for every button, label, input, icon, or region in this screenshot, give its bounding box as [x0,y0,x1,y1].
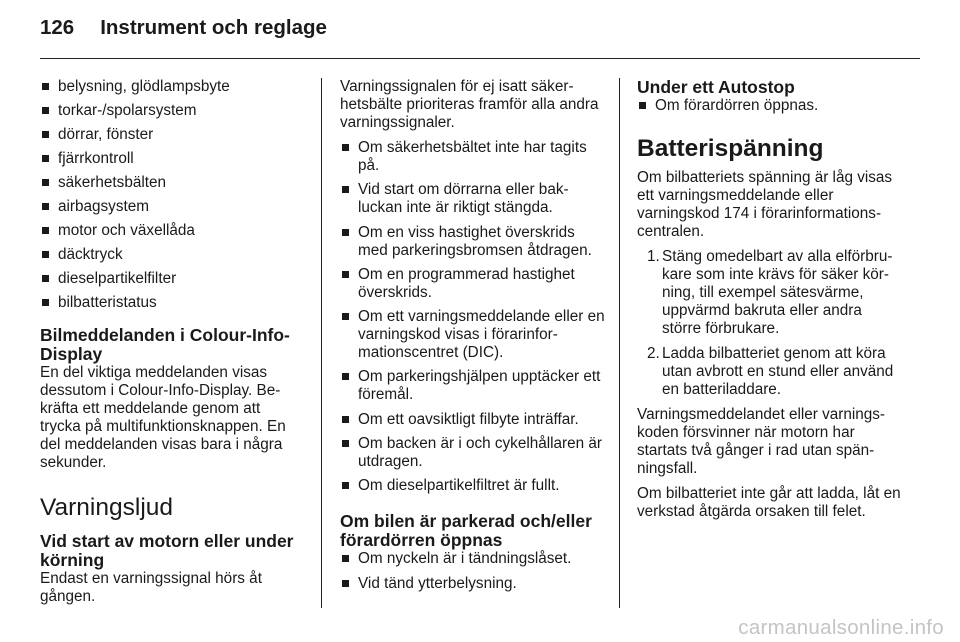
step-text: Stäng omedelbart av alla elförbrukare som inte krävs för säker körning, till exempel sätesvärme, uppvärmd bakruta eller andra större förbrukare. [662,248,893,337]
list-item: däcktryck [40,246,302,264]
header-rule [40,58,920,59]
column-2 [340,78,605,599]
step-item [637,248,904,338]
section-heading: Under ett Autostop [637,77,795,97]
list-item: Om nyckeln är i tändningslåset. [340,550,605,568]
column-1 [40,78,302,613]
paragraph: En del viktiga meddelanden visas dessutom i Colour-Info-Display. Bekräfta ett meddelande genom att trycka på multifunktionsknappen. En del meddelanden visas bara i några sekunder. [40,364,286,471]
list-item: fjärrkontroll [40,150,302,168]
list-item: Vid tänd ytterbelysning. [340,575,605,593]
step-number: 1. [647,248,660,265]
section-heading: Vid start av motorn eller under körning [40,531,294,570]
list-item: bilbatteristatus [40,294,302,312]
list-item: säkerhetsbälten [40,174,302,192]
paragraph: Varningsmeddelandet eller varningskoden försvinner när motorn har startats två gånger i rad utan spänningsfall. [637,406,886,477]
chapter-heading: Varningsljud [40,494,174,521]
paragraph: Varningssignalen för ej isatt säkerhetsbälte prioriteras framför alla andra varningssignaler. [340,78,599,131]
list-item: Om dieselpartikelfiltret är fullt. [340,477,605,495]
paragraph: Om bilbatteriet inte går att ladda, låt en verkstad åtgärda orsaken till felet. [637,485,901,520]
section-heading: Om bilen är parkerad och/eller förardörren öppnas [340,511,592,551]
list-item: dörrar, fönster [40,126,302,144]
list-item: belysning, glödlampsbyte [40,78,302,96]
list-item: Om ett oavsiktligt filbyte inträffar. [340,411,605,429]
list-item: Vid start om dörrarna eller bakluckan inte är riktigt stängda. [340,181,605,217]
list-item: Om ett varningsmeddelande eller en varningskod visas i förarinformationscentret (DIC). [340,308,605,362]
paragraph: Endast en varningssignal hörs åt gången. [40,570,262,605]
list-item: Om backen är i och cykelhållaren är utdragen. [340,435,605,471]
autostop-list [637,97,904,115]
list-item: motor och växellåda [40,222,302,240]
list-item: Om en viss hastighet överskrids med parkeringsbromsen åtdragen. [340,224,605,260]
step-item [637,345,904,399]
page-number: 126 [40,16,75,39]
column-3 [637,78,904,528]
list-item: Om säkerhetsbältet inte har tagits på. [340,139,605,175]
list-item: Om en programmerad hastighet överskrids. [340,266,605,302]
list-item: airbagsystem [40,198,302,216]
list-item: dieselpartikelfilter [40,270,302,288]
paragraph: Om bilbatteriets spänning är låg visas ett varningsmeddelande eller varningskod 174 i förarinformationscentralen. [637,169,893,240]
page-header [40,16,327,40]
section-heading: Bilmeddelanden i Colour-Info-Display [40,325,290,364]
column-divider-1 [321,78,322,608]
warning-list [340,139,605,495]
column-divider-2 [619,78,620,608]
parked-list [340,550,605,592]
step-text: Ladda bilbatteriet genom att köra utan avbrott en stund eller använd en batteriladdare. [662,345,894,398]
watermark: carmanualsonline.info [738,616,944,639]
list-item: Om parkeringshjälpen upptäcker ett föremål. [340,368,605,404]
topic-list [40,78,302,312]
list-item: torkar-/spolarsystem [40,102,302,120]
step-number: 2. [647,345,660,362]
steps-list [637,248,904,399]
chapter-heading: Batterispänning [637,135,824,162]
list-item: Om förardörren öppnas. [637,97,904,115]
page-title: Instrument och reglage [100,16,327,39]
